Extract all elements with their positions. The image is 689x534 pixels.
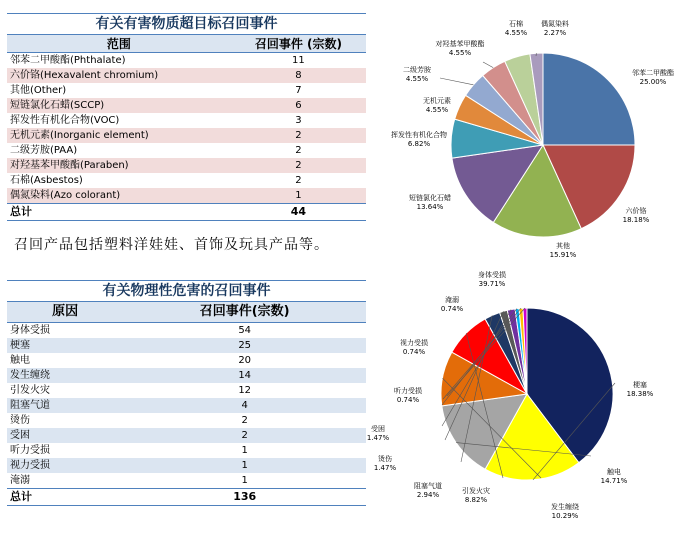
slice-label: 其他 [556,242,570,250]
slice-percent: 10.29% [551,512,579,520]
slice-label: 淹溺 [445,296,459,304]
row-name: 引发火灾 [7,383,123,398]
slice-percent: 4.55% [504,29,528,37]
slice-label: 偶氮染料 [541,20,569,28]
slice-label: 梗塞 [633,381,647,389]
slice-percent: 4.55% [405,75,429,83]
slice-label: 无机元素 [423,97,451,105]
slice-percent: 39.71% [478,280,506,288]
slice-label: 听力受损 [394,387,422,395]
row-name: 对羟基苯甲酸酯(Paraben) [7,158,231,173]
row-name: 身体受损 [7,323,123,339]
row-value: 2 [231,128,366,143]
table2-title: 有关物理性危害的召回事件 [7,281,366,302]
row-value: 54 [123,323,366,339]
slice-label: 对羟基苯甲酸酯 [435,40,485,48]
leader-line [483,62,493,68]
table1-title: 有关有害物质超目标召回事件 [7,14,366,35]
physical-hazards-pie [367,270,654,520]
row-value: 25 [123,338,366,353]
total-value: 44 [231,204,366,221]
slice-percent: 6.82% [407,140,431,148]
row-value: 20 [123,353,366,368]
slice-label: 身体受损 [478,271,506,279]
slice-percent: 13.64% [416,203,444,211]
row-value: 14 [123,368,366,383]
row-name: 烫伤 [7,413,123,428]
slice-label: 六价铬 [625,207,647,215]
row-value: 3 [231,113,366,128]
row-value: 2 [231,158,366,173]
table2-header-count: 召回事件(宗数) [123,302,366,323]
slice-percent: 8.82% [464,496,488,504]
row-value: 1 [123,443,366,458]
slice-percent: 4.55% [425,106,449,114]
slice-label: 受困 [371,425,385,433]
slice-label: 烫伤 [378,455,392,463]
row-name: 挥发性有机化合物(VOC) [7,113,231,128]
slice-label: 触电 [607,468,621,476]
row-name: 受困 [7,428,123,443]
row-value: 1 [231,188,366,204]
table2-header-reason: 原因 [7,302,123,323]
row-value: 11 [231,53,366,69]
slice-percent: 2.27% [543,29,567,37]
slice-percent: 18.38% [626,390,654,398]
row-value: 1 [123,458,366,473]
slice-percent: 0.74% [396,396,420,404]
row-name: 邻苯二甲酸酯(Phthalate) [7,53,231,69]
slice-label: 挥发性有机化合物 [391,131,447,139]
row-name: 淹溺 [7,473,123,489]
pie-slice [543,53,635,145]
slice-label: 引发火灾 [462,487,490,495]
row-value: 6 [231,98,366,113]
table1-header-scope: 范围 [7,35,231,53]
row-name: 发生缠绕 [7,368,123,383]
table1-header-count: 召回事件 (宗数) [231,35,366,53]
row-value: 12 [123,383,366,398]
row-value: 2 [123,428,366,443]
row-value: 2 [231,143,366,158]
slice-label: 短链氯化石蜡 [409,194,451,202]
row-name: 视力受损 [7,458,123,473]
slice-label: 阻塞气道 [414,482,442,490]
row-name: 短链氯化石蜡(SCCP) [7,98,231,113]
total-label: 总计 [7,204,231,221]
row-name: 其他(Other) [7,83,231,98]
row-name: 无机元素(Inorganic element) [7,128,231,143]
row-value: 4 [123,398,366,413]
total-label: 总计 [7,489,123,506]
slice-label: 二级芳胺 [403,66,431,74]
slice-label: 视力受损 [400,339,428,347]
slice-label: 邻苯二甲酸酯 [632,69,674,77]
leader-line [440,78,473,85]
row-value: 2 [123,413,366,428]
slice-label: 石棉 [509,20,523,28]
row-name: 石棉(Asbestos) [7,173,231,188]
row-value: 2 [231,173,366,188]
slice-percent: 2.94% [416,491,440,499]
row-name: 触电 [7,353,123,368]
slice-percent: 0.74% [440,305,464,313]
row-value: 8 [231,68,366,83]
row-name: 听力受损 [7,443,123,458]
row-value: 7 [231,83,366,98]
slice-percent: 4.55% [448,49,472,57]
row-name: 梗塞 [7,338,123,353]
hazardous-substances-pie [391,19,674,259]
slice-percent: 18.18% [622,216,650,224]
slice-percent: 14.71% [600,477,628,485]
recall-products-note: 召回产品包括塑料洋娃娃、首饰及玩具产品等。 [14,237,329,253]
slice-percent: 1.47% [373,464,397,472]
slice-percent: 1.47% [366,434,390,442]
row-name: 二级芳胺(PAA) [7,143,231,158]
slice-percent: 25.00% [639,78,667,86]
row-name: 阻塞气道 [7,398,123,413]
row-name: 六价铬(Hexavalent chromium) [7,68,231,83]
slice-percent: 15.91% [549,251,577,259]
total-value: 136 [123,489,366,506]
row-value: 1 [123,473,366,489]
slice-percent: 0.74% [402,348,426,356]
row-name: 偶氮染料(Azo colorant) [7,188,231,204]
slice-label: 发生缠绕 [551,503,579,511]
